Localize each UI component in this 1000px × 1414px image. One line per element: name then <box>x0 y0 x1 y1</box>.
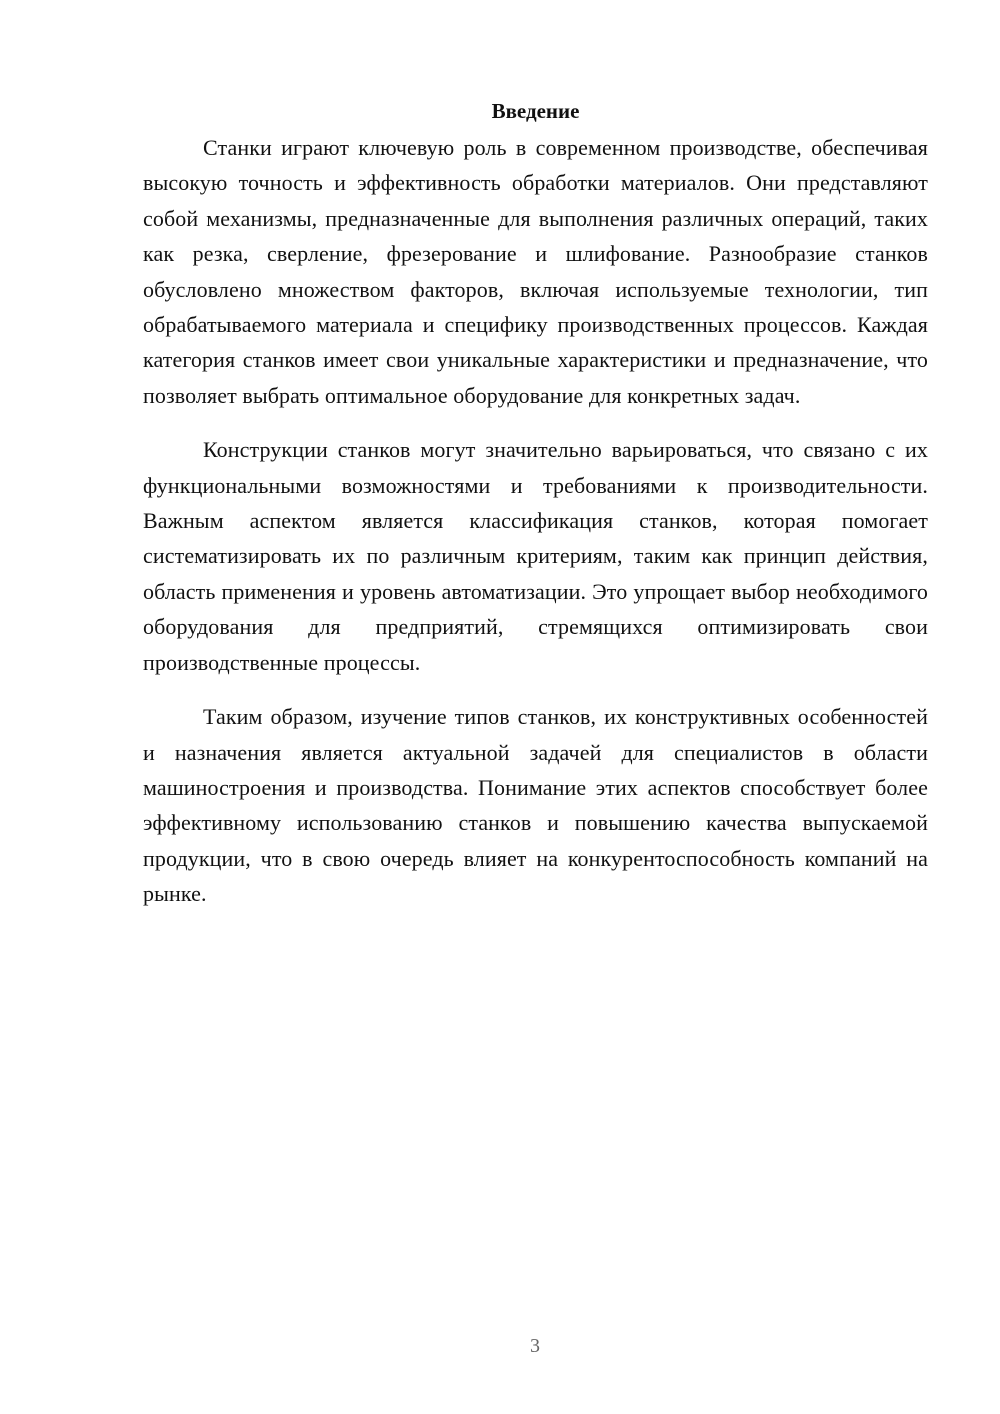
paragraph-1: Станки играют ключевую роль в современном производстве, обеспечивая высокую точность и эффективность обработки материалов. Они представляют собой механизмы, предназначенные для выполнения различных операций, таких как резка, сверление, фрезерование и шлифование. Разнообразие станков обусловлено множеством факторов, включая используемые технологии, тип обрабатываемого материала и специфику производственных процессов. Каждая категория станков имеет свои уникальные характеристики и предназначение, что позволяет выбрать оптимальное оборудование для конкретных задач. <box>143 135 928 408</box>
section-heading: Введение <box>491 99 580 123</box>
page-content <box>143 96 928 912</box>
page-number: 3 <box>530 1335 540 1357</box>
paragraph-3: Таким образом, изучение типов станков, их конструктивных особенностей и назначения является актуальной задачей для специалистов в области машиностроения и производства. Понимание этих аспектов способствует более эффективному использованию станков и повышению качества выпускаемой продукции, что в свою очередь влияет на конкурентоспособность компаний на рынке. <box>143 704 928 907</box>
paragraph-2: Конструкции станков могут значительно варьироваться, что связано с их функциональными возможностями и требованиями к производительности. Важным аспектом является классификация станков, которая помогает систематизировать их по различным критериям, таким как принцип действия, область применения и уровень автоматизации. Это упрощает выбор необходимого оборудования для предприятий, стремящихся оптимизировать свои производственные процессы. <box>143 437 928 675</box>
